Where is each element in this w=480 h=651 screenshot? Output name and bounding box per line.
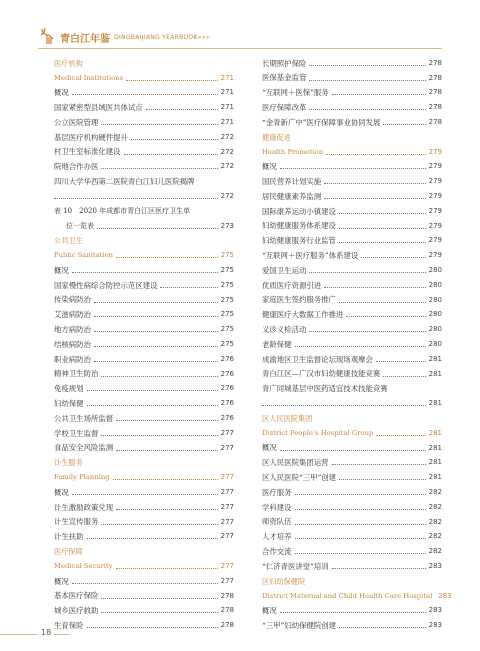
toc-entry-label: 合作交流 <box>262 546 292 556</box>
toc-entry[interactable] <box>262 278 442 293</box>
dot-leader <box>280 450 426 451</box>
dot-leader <box>116 509 217 510</box>
toc-entry[interactable] <box>54 352 234 367</box>
dot-leader <box>309 331 425 332</box>
toc-entry[interactable] <box>54 367 234 382</box>
toc-section-heading <box>54 544 234 559</box>
dot-leader <box>97 228 218 229</box>
toc-page-number: 283 <box>438 591 452 600</box>
toc-section-english[interactable] <box>262 589 452 604</box>
toc-entry[interactable] <box>262 515 442 530</box>
dot-leader <box>324 287 425 288</box>
toc-page-number: 272 <box>220 132 234 141</box>
toc-entry[interactable] <box>54 441 234 456</box>
toc-entry[interactable] <box>262 115 442 130</box>
yearbook-subtitle: QINGBAIJIANG YEARBOOK»»» <box>114 33 210 41</box>
toc-page-number: 281 <box>428 399 442 408</box>
toc-page-number: 275 <box>220 340 234 349</box>
toc-left-column <box>54 56 234 633</box>
toc-entry[interactable] <box>54 293 234 308</box>
dot-leader <box>295 346 426 347</box>
toc-page-number: 281 <box>428 354 442 363</box>
toc-entry[interactable] <box>262 337 442 352</box>
toc-entry[interactable] <box>54 308 234 323</box>
toc-page-number: 272 <box>220 162 234 171</box>
toc-page-number: 280 <box>428 266 442 275</box>
toc-page-number: 278 <box>428 58 442 67</box>
dot-leader <box>94 346 218 347</box>
toc-entry[interactable] <box>262 86 442 101</box>
dot-leader <box>295 509 426 510</box>
toc-page-number: 275 <box>220 280 234 289</box>
dot-leader <box>116 257 218 258</box>
toc-page-number: 280 <box>428 280 442 289</box>
dot-leader <box>160 287 217 288</box>
toc-page-number: 281 <box>428 473 442 482</box>
toc-entry-label: 区妇幼保健院 <box>262 576 306 586</box>
toc-page-number: 279 <box>428 147 442 156</box>
toc-entry-label: “金青新广中”医疗保障事业协同发展 <box>262 117 381 127</box>
toc-entry[interactable] <box>54 337 234 352</box>
dot-leader <box>324 183 425 184</box>
toc-entry[interactable] <box>262 204 442 219</box>
toc-page-number: 275 <box>220 251 234 260</box>
toc-entry-label: 青广同城基层中医药适宜技术技能竞赛 <box>262 384 388 394</box>
dot-leader <box>339 228 426 229</box>
toc-entry-label: Health Promotion <box>262 147 324 156</box>
toc-entry-label: 人才培养 <box>262 532 292 542</box>
toc-page-number: 282 <box>428 547 442 556</box>
toc-entry[interactable] <box>54 485 234 500</box>
toc-entry[interactable] <box>262 530 442 545</box>
toc-entry[interactable] <box>262 263 442 278</box>
dot-leader <box>280 612 426 613</box>
toc-entry[interactable] <box>54 160 234 175</box>
dot-leader <box>339 213 426 214</box>
dot-leader <box>309 272 425 273</box>
toc-entry-label: “仁济青医讲堂”培训 <box>262 561 329 571</box>
toc-entry-label: 位一览表 <box>66 221 94 230</box>
toc-page-number: 277 <box>220 488 234 496</box>
toc-entry[interactable] <box>262 603 442 618</box>
toc-entry[interactable] <box>54 263 234 278</box>
toc-page-number: 275 <box>220 266 234 275</box>
toc-entry-label: 生育保险 <box>54 620 84 630</box>
toc-section-heading <box>54 234 234 249</box>
toc-entry-label: 四川大学华西第二医院青白江妇儿医院揭牌 <box>54 177 195 187</box>
toc-page-number: 277 <box>220 428 234 437</box>
toc-page-number: 276 <box>220 399 234 408</box>
dot-leader <box>309 109 425 110</box>
toc-entry[interactable] <box>262 56 442 71</box>
toc-page-number: 277 <box>220 576 234 585</box>
toc-page-number: 278 <box>428 118 442 127</box>
footer-divider <box>0 634 70 635</box>
toc-entry-continuation[interactable] <box>54 189 234 204</box>
toc-page-number: 280 <box>428 295 442 304</box>
toc-entry-label: 老龄保健 <box>262 339 292 349</box>
toc-entry[interactable] <box>54 530 234 545</box>
toc-entry[interactable] <box>262 485 442 500</box>
toc-page-number: 277 <box>220 443 234 452</box>
toc-entry-label: 结核病防治 <box>54 339 91 349</box>
toc-entry-label: 妇幼健康服务行业监管 <box>262 236 336 246</box>
toc-page-number: 279 <box>428 162 442 171</box>
toc-entry-label: 村卫生室标准化建设 <box>54 147 121 157</box>
toc-page-number: 279 <box>428 177 442 186</box>
toc-entry-label: 区人民医院集团 <box>262 413 313 423</box>
dot-leader <box>87 390 218 391</box>
dot-leader <box>101 598 217 599</box>
toc-entry[interactable] <box>262 470 442 485</box>
toc-page-number: 283 <box>428 606 442 615</box>
toc-entry-label: 长期照护保险 <box>262 58 307 68</box>
dot-leader <box>295 538 426 539</box>
dot-leader <box>280 168 426 169</box>
dot-leader <box>94 316 218 317</box>
toc-page-number: 277 <box>220 532 234 541</box>
dot-leader <box>346 316 425 317</box>
toc-entry-label: 概况 <box>54 576 69 586</box>
toc-page-number: 276 <box>220 414 234 423</box>
toc-page-number: 282 <box>428 532 442 541</box>
toc-entry-label: 传染病防治 <box>54 295 91 305</box>
toc-entry[interactable] <box>54 278 234 293</box>
toc-entry-label: 免疫规划 <box>54 384 84 394</box>
toc-section-heading <box>262 411 442 426</box>
toc-entry[interactable] <box>262 71 442 86</box>
dot-leader <box>339 479 426 480</box>
toc-entry-label: 基层医疗机构硬件提升 <box>54 132 128 142</box>
toc-entry[interactable] <box>54 130 234 145</box>
toc-entry-label: 基本医疗保险 <box>54 591 99 601</box>
toc-page-number: 278 <box>220 591 234 600</box>
toc-entry-label: 健康促进 <box>262 132 291 142</box>
toc-page-number: 271 <box>220 73 234 82</box>
toc-page-number: 278 <box>428 88 442 97</box>
toc-table-entry-continuation[interactable] <box>54 219 234 234</box>
toc-entry-label: 健康医疗大数据工作推进 <box>262 310 344 320</box>
toc-entry[interactable] <box>262 219 442 234</box>
toc-entry-label: Public Sanitation <box>54 251 114 260</box>
toc-entry-label: 医疗保障改革 <box>262 103 307 113</box>
toc-entry[interactable] <box>262 189 442 204</box>
toc-entry[interactable] <box>54 618 234 633</box>
toc-entry-label: 师资队伍 <box>262 517 292 527</box>
toc-entry-label: 公共卫生 <box>54 236 83 246</box>
toc-page-number: 280 <box>428 325 442 334</box>
toc-page-number: 282 <box>428 488 442 496</box>
toc-entry[interactable] <box>262 234 442 249</box>
toc-page-number: 276 <box>220 369 234 378</box>
toc-entry[interactable] <box>262 160 442 175</box>
toc-page-number: 279 <box>428 221 442 230</box>
toc-section-english[interactable] <box>262 145 442 160</box>
dot-leader <box>383 124 425 125</box>
toc-entry[interactable] <box>54 603 234 618</box>
toc-entry-label: 区人民医院集团运营 <box>262 458 329 468</box>
toc-page-number: 281 <box>428 458 442 467</box>
toc-section-english[interactable] <box>262 426 442 441</box>
toc-entry-label: 计生宣传服务 <box>54 517 99 527</box>
toc-entry-label: 概况 <box>54 487 69 497</box>
toc-page-number: 282 <box>428 517 442 526</box>
toc-entry-label: 学科建设 <box>262 502 292 512</box>
yearbook-title: 青白江年鉴 <box>60 33 110 45</box>
toc-entry[interactable] <box>262 441 442 456</box>
toc-page-number: 277 <box>220 502 234 511</box>
toc-entry-label: 概况 <box>54 88 69 98</box>
toc-entry-label: 城乡医疗救助 <box>54 606 99 616</box>
dot-leader <box>361 257 425 258</box>
toc-page-number: 273 <box>220 221 234 230</box>
toc-entry-label: 公共卫生场所监督 <box>54 413 114 423</box>
toc-page-number: 279 <box>428 251 442 260</box>
toc-page-number: 277 <box>220 517 234 526</box>
dot-leader <box>309 65 425 66</box>
dot-leader <box>116 568 218 569</box>
dot-leader <box>87 538 218 539</box>
toc-right-column <box>262 56 452 633</box>
dot-leader <box>101 376 217 377</box>
dot-leader <box>94 361 218 362</box>
dot-leader <box>72 494 218 495</box>
toc-section-heading <box>262 130 442 145</box>
toc-page-number: 275 <box>220 295 234 304</box>
dot-leader <box>383 376 425 377</box>
toc-entry-label: 医疗服务 <box>262 487 292 497</box>
toc-entry[interactable] <box>54 515 234 530</box>
toc-entry-label: 国家慢性病综合防控示范区建设 <box>54 280 158 290</box>
dot-leader <box>262 405 426 406</box>
dot-leader <box>101 168 217 169</box>
dot-leader <box>101 524 217 525</box>
toc-entry-label: 概况 <box>54 265 69 275</box>
toc-entry[interactable] <box>54 589 234 604</box>
toc-entry[interactable] <box>262 500 442 515</box>
toc-entry-label: 计生激励政策兑现 <box>54 502 114 512</box>
dot-leader <box>131 139 218 140</box>
toc-page-number: 282 <box>428 502 442 511</box>
header-divider <box>38 48 442 49</box>
toc-entry-label: 院地合作办医 <box>54 162 99 172</box>
toc-entry-label: 表 10 2020 年成都市青白江区医疗卫生单 <box>54 206 191 215</box>
dot-leader <box>295 494 426 495</box>
toc-entry-label: 职业病防治 <box>54 354 91 364</box>
toc-entry-label: District Maternal and Child Health Care Hospital <box>262 591 433 600</box>
toc-entry-label: 国民营养计划实施 <box>262 177 322 187</box>
toc-entry-label: 概况 <box>262 443 277 453</box>
toc-page-number: 281 <box>428 443 442 452</box>
dot-leader <box>326 154 425 155</box>
dot-leader <box>309 80 425 81</box>
toc-entry-label: 公立医院管理 <box>54 117 99 127</box>
dot-leader <box>332 94 426 95</box>
toc-entry-label: 国际康养运动小镇建设 <box>262 206 336 216</box>
dot-leader <box>116 450 217 451</box>
dot-leader <box>295 524 426 525</box>
toc-entry[interactable] <box>262 367 442 382</box>
dot-leader <box>72 583 218 584</box>
toc-entry-label: 计生服务 <box>54 458 83 468</box>
toc-entry-label: 医疗机构 <box>54 58 83 68</box>
toc-page-number: 272 <box>220 192 234 201</box>
toc-page-number: 275 <box>220 310 234 319</box>
dot-leader <box>87 627 218 628</box>
toc-section-english[interactable] <box>54 559 234 574</box>
toc-entry-label: “互联网＋医疗服务”体系建设 <box>262 251 359 261</box>
dot-leader <box>124 154 218 155</box>
toc-entry[interactable] <box>262 248 442 263</box>
toc-entry-label: “三甲”妇幼保健院创建 <box>262 620 337 630</box>
toc-page-number: 278 <box>428 73 442 82</box>
toc-entry[interactable] <box>262 352 442 367</box>
toc-section-english[interactable] <box>54 71 234 86</box>
toc-page-number: 271 <box>220 103 234 112</box>
toc-entry-label: 概况 <box>262 162 277 172</box>
toc-section-heading <box>262 574 442 589</box>
dot-leader <box>94 302 218 303</box>
page-number: 18 <box>38 628 54 637</box>
toc-entry-label: 地方病防治 <box>54 325 91 335</box>
dot-leader <box>324 198 425 199</box>
toc-entry-label: 义诊义检活动 <box>262 325 307 335</box>
toc-entry[interactable] <box>262 544 442 559</box>
toc-entry[interactable] <box>262 382 442 397</box>
toc-entry-label: 学校卫生监督 <box>54 428 99 438</box>
dot-leader <box>101 124 217 125</box>
toc-page-number: 271 <box>220 118 234 127</box>
dot-leader <box>94 331 218 332</box>
toc-entry[interactable] <box>54 115 234 130</box>
dot-leader <box>146 109 218 110</box>
toc-entry[interactable] <box>262 174 442 189</box>
toc-section-english[interactable] <box>54 248 234 263</box>
toc-page-number: 278 <box>220 606 234 615</box>
toc-entry-label: 优质医疗资源引进 <box>262 280 322 290</box>
toc-entry-label: District People’s Hospital Group <box>262 428 374 437</box>
toc-entry[interactable] <box>54 174 234 189</box>
toc-entry-label: 艾滋病防治 <box>54 310 91 320</box>
page-header <box>38 26 210 48</box>
toc-entry-label: 居民健康素养监测 <box>262 191 322 201</box>
toc-entry[interactable] <box>54 382 234 397</box>
toc-entry-label: 计生扶助 <box>54 532 84 542</box>
toc-entry[interactable] <box>54 500 234 515</box>
toc-entry-label: 妇幼保健 <box>54 399 84 409</box>
dot-leader <box>87 405 218 406</box>
toc-entry[interactable] <box>54 145 234 160</box>
toc-entry[interactable] <box>54 411 234 426</box>
toc-page-number: 281 <box>428 428 442 437</box>
dot-leader <box>339 627 426 628</box>
toc-entry-label: “互联网＋医保”服务 <box>262 88 329 98</box>
toc-section-heading <box>54 456 234 471</box>
toc-entry[interactable] <box>54 396 234 411</box>
toc-entry-continuation[interactable] <box>262 396 442 411</box>
toc-page-number: 277 <box>220 561 234 570</box>
toc-entry-label: 国家紧密型县域医共体试点 <box>54 103 143 113</box>
toc-entry[interactable] <box>262 293 442 308</box>
toc-entry-label: 家庭医生签约服务推广 <box>262 295 336 305</box>
toc-entry-label: 区人民医院“三甲”创建 <box>262 473 337 482</box>
toc-entry-label: 概况 <box>262 606 277 616</box>
toc-page-number: 280 <box>428 340 442 349</box>
dot-leader <box>101 435 217 436</box>
toc-page-number: 279 <box>428 206 442 215</box>
toc-entry[interactable] <box>262 322 442 337</box>
toc-section-heading <box>54 56 234 71</box>
dot-leader <box>72 94 218 95</box>
toc-page-number: 276 <box>220 354 234 363</box>
toc-entry[interactable] <box>262 559 442 574</box>
toc-page-number: 279 <box>428 236 442 245</box>
toc-entry-label: 医保基金监管 <box>262 73 307 83</box>
deer-logo-icon <box>38 27 56 47</box>
dot-leader <box>54 198 218 199</box>
toc-page-number: 283 <box>428 621 442 630</box>
toc-page-number: 272 <box>220 147 234 156</box>
dot-leader <box>376 361 426 362</box>
toc-page-number: 277 <box>220 473 234 482</box>
toc-page-number: 279 <box>428 192 442 201</box>
toc-entry-label: 成渝地区卫生监督论坛现场观摩会 <box>262 354 373 364</box>
dot-leader <box>113 479 218 480</box>
dot-leader <box>295 553 426 554</box>
toc-entry-label: 精神卫生防治 <box>54 369 99 379</box>
toc-entry-label: Family Planning <box>54 473 110 482</box>
toc-section-english[interactable] <box>54 470 234 485</box>
toc-entry-label: 青白江区—广汉市妇幼健康技能竞赛 <box>262 369 381 379</box>
dot-leader <box>376 435 425 436</box>
toc-entry[interactable] <box>54 426 234 441</box>
toc-entry[interactable] <box>262 618 442 633</box>
dot-leader <box>126 80 217 81</box>
toc-table-entry[interactable] <box>54 204 234 219</box>
toc-entry-label: 食品安全风险监测 <box>54 443 114 453</box>
toc-page-number: 276 <box>220 384 234 393</box>
toc-entry[interactable] <box>54 86 234 101</box>
toc-entry[interactable] <box>54 574 234 589</box>
dot-leader <box>332 568 426 569</box>
toc-entry-label: Medical Institutions <box>54 73 124 82</box>
dot-leader <box>339 302 426 303</box>
toc-entry[interactable] <box>262 308 442 323</box>
toc-entry[interactable] <box>262 456 442 471</box>
toc-page-number: 280 <box>428 310 442 319</box>
toc-page-number: 283 <box>428 561 442 570</box>
toc-entry-label: Medical Security <box>54 562 113 571</box>
toc-page-number: 275 <box>220 325 234 334</box>
toc-entry[interactable] <box>54 322 234 337</box>
toc-entry[interactable] <box>262 100 442 115</box>
dot-leader <box>332 464 426 465</box>
dot-leader <box>101 612 217 613</box>
toc-page-number: 271 <box>220 88 234 97</box>
dot-leader <box>339 242 426 243</box>
dot-leader <box>116 420 217 421</box>
dot-leader <box>72 272 218 273</box>
toc-entry-label: 爱国卫生运动 <box>262 265 307 275</box>
toc-entry[interactable] <box>54 100 234 115</box>
toc-page-number: 281 <box>428 369 442 378</box>
toc-entry-label: 妇幼健康服务体系建设 <box>262 221 336 231</box>
toc-page-number: 278 <box>220 621 234 630</box>
toc-page-number: 278 <box>428 103 442 112</box>
toc-entry-label: 医疗保障 <box>54 547 83 557</box>
